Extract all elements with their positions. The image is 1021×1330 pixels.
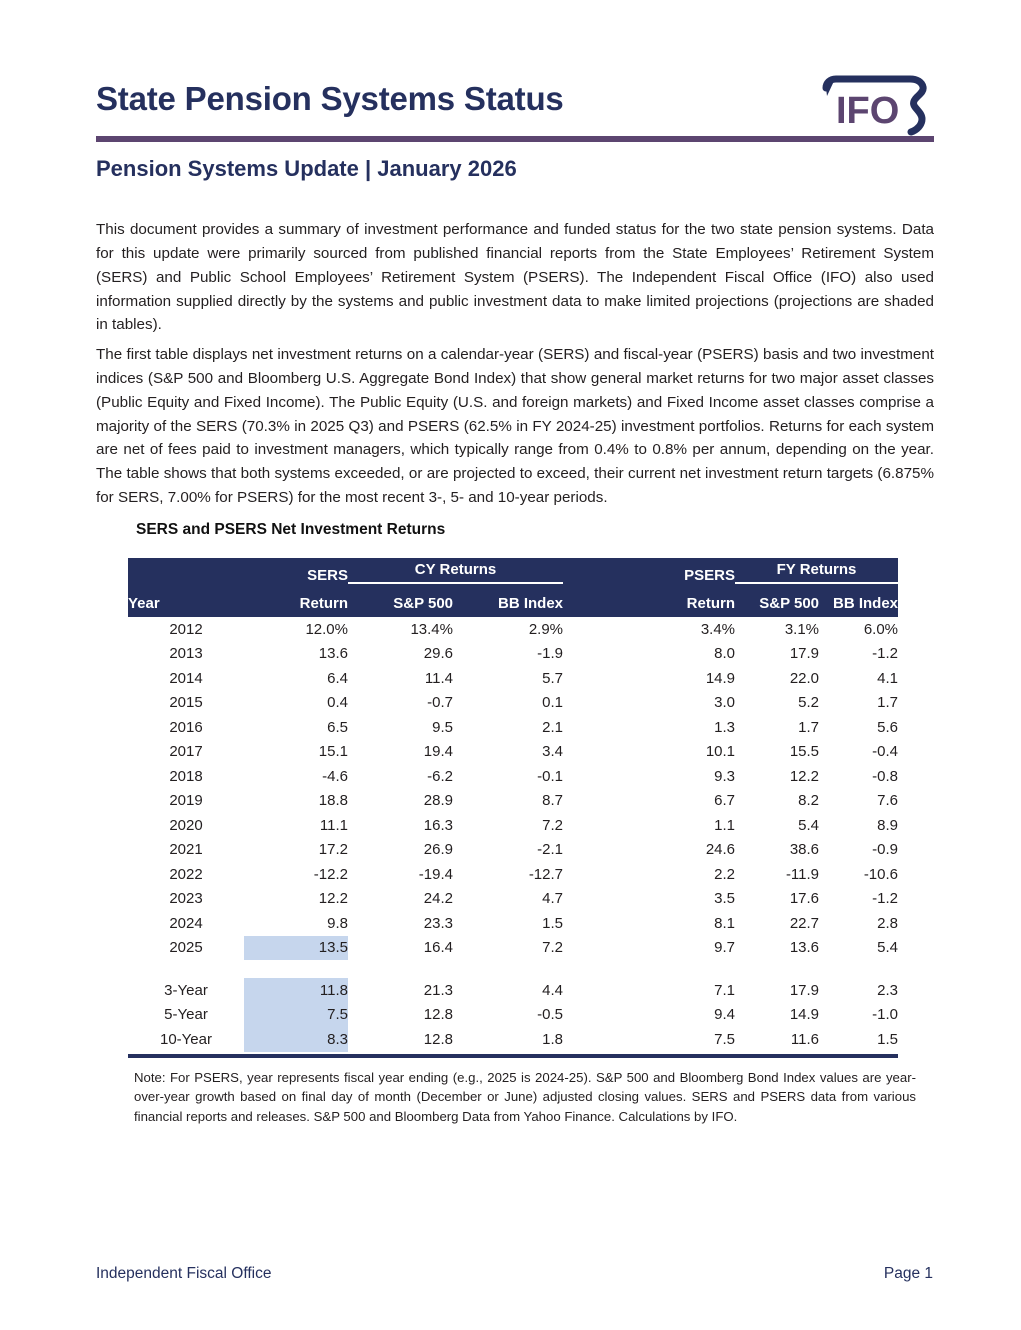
cell-fy-sp500: 15.5 [789, 743, 820, 761]
cell-year: 2020 [169, 816, 203, 834]
table-summary-row [128, 1003, 898, 1028]
cell-cy-bbindex: 4.4 [542, 981, 564, 999]
cell-sers-return: 13.5 [244, 936, 348, 961]
cell-sers-return: -12.2 [313, 865, 348, 883]
page-title: State Pension Systems Status [96, 80, 564, 117]
returns-table-wrapper [128, 558, 898, 1052]
table-row [128, 642, 898, 667]
cell-sers-return: 6.5 [327, 718, 348, 736]
cell-year: 2023 [169, 890, 203, 908]
cell-fy-bbindex: 8.9 [877, 816, 899, 834]
header-cy-sp500: S&P 500 [348, 586, 453, 617]
cell-fy-sp500: 1.7 [798, 718, 820, 736]
cell-psers-return: 1.1 [714, 816, 736, 834]
cell-gap [563, 887, 641, 912]
cell-fy-sp500: 17.9 [789, 981, 820, 999]
header-fy-returns [735, 558, 898, 586]
cell-gap [563, 838, 641, 863]
spacer-cell [563, 960, 641, 978]
cell-sers-return: 8.3 [244, 1027, 348, 1052]
cell-year: 2022 [169, 865, 203, 883]
cell-cy-sp500: 12.8 [423, 1030, 453, 1048]
footer-organization: Independent Fiscal Office [96, 1265, 272, 1282]
cell-psers-return: 14.9 [705, 669, 736, 687]
cell-psers-return: 9.3 [714, 767, 736, 785]
table-row [128, 838, 898, 863]
cell-fy-sp500: 11.6 [790, 1030, 820, 1048]
cell-sers-return: 9.8 [327, 914, 348, 932]
cell-sers-return: 17.2 [318, 841, 348, 859]
cell-cy-bbindex: 1.8 [542, 1030, 564, 1048]
table-header-row-top [128, 558, 898, 586]
cell-cy-bbindex: 7.2 [542, 816, 564, 834]
cell-fy-sp500: 22.7 [789, 914, 820, 932]
cell-gap [563, 936, 641, 961]
cell-cy-sp500: 19.4 [423, 743, 453, 761]
spacer-cell [819, 960, 898, 978]
cell-fy-bbindex: -0.9 [872, 841, 899, 859]
header-fy-returns-label: FY Returns [735, 561, 898, 584]
cell-fy-bbindex: 1.5 [877, 1030, 899, 1048]
cell-gap [563, 813, 641, 838]
table-header [128, 558, 898, 617]
spacer-cell [453, 960, 563, 978]
svg-text:IFO: IFO [836, 90, 900, 132]
cell-cy-sp500: 23.3 [423, 914, 453, 932]
cell-fy-bbindex: -0.4 [872, 743, 899, 761]
cell-year: 2018 [169, 767, 203, 785]
table-row [128, 691, 898, 716]
table-row [128, 911, 898, 936]
cell-fy-bbindex: -10.6 [863, 865, 899, 883]
cell-cy-sp500: 12.8 [423, 1006, 453, 1024]
cell-psers-return: 10.1 [705, 743, 736, 761]
cell-cy-sp500: 29.6 [423, 645, 453, 663]
cell-cy-bbindex: 2.9% [528, 620, 564, 638]
cell-cy-sp500: -6.2 [427, 767, 453, 785]
cell-psers-return: 6.7 [714, 792, 736, 810]
table-row [128, 617, 898, 642]
cell-gap [563, 617, 641, 642]
cell-cy-sp500: 28.9 [423, 792, 453, 810]
cell-fy-bbindex: 4.1 [877, 669, 899, 687]
cell-year: 2021 [169, 841, 203, 859]
cell-gap [563, 764, 641, 789]
cell-fy-sp500: 38.6 [789, 841, 820, 859]
cell-fy-sp500: 17.9 [789, 645, 820, 663]
cell-cy-bbindex: -1.9 [537, 645, 564, 663]
table-title: SERS and PSERS Net Investment Returns [136, 521, 446, 538]
cell-year: 2024 [169, 914, 203, 932]
table-note: Note: For PSERS, year represents fiscal year ending (e.g., 2025 is 2024-25). S&P 500 and Bloomberg Bond Index values are year-over-year growth based on final day of month (December or June) adjusted closing values. SERS and PSERS data from various financial reports and releases. S&P 500 and Bloomberg Data from Yahoo Finance. Calculations by IFO. [134, 1070, 916, 1124]
header-cy-bbindex: BB Index [453, 586, 563, 617]
cell-gap [563, 862, 641, 887]
table-summary-row [128, 978, 898, 1003]
cell-gap [563, 1027, 641, 1052]
table-body [128, 617, 898, 1052]
cell-cy-sp500: 9.5 [432, 718, 453, 736]
cell-cy-sp500: 16.4 [423, 939, 453, 957]
cell-fy-bbindex: 6.0% [863, 620, 899, 638]
cell-fy-bbindex: -1.2 [872, 645, 899, 663]
cell-cy-bbindex: 7.2 [542, 939, 564, 957]
cell-psers-return: 3.0 [714, 694, 736, 712]
cell-sers-return: 11.8 [244, 978, 348, 1003]
cell-year: 10-Year [160, 1030, 212, 1048]
cell-fy-sp500: 14.9 [789, 1006, 820, 1024]
cell-psers-return: 9.4 [714, 1006, 736, 1024]
cell-cy-bbindex: 5.7 [542, 669, 564, 687]
cell-fy-sp500: 8.2 [798, 792, 820, 810]
cell-fy-bbindex: -0.8 [872, 767, 899, 785]
header-psers-return: Return [641, 586, 735, 617]
cell-cy-bbindex: 1.5 [542, 914, 564, 932]
cell-psers-return: 7.5 [714, 1030, 736, 1048]
header-blank-2 [563, 558, 641, 586]
cell-fy-bbindex: 7.6 [877, 792, 899, 810]
cell-year: 2017 [169, 743, 203, 761]
cell-fy-sp500: 5.4 [798, 816, 820, 834]
cell-year: 2013 [169, 645, 203, 663]
cell-cy-bbindex: 2.1 [542, 718, 564, 736]
cell-fy-bbindex: 1.7 [877, 694, 899, 712]
cell-sers-return: 11.1 [319, 816, 348, 834]
cell-sers-return: 6.4 [327, 669, 348, 687]
spacer-cell [735, 960, 819, 978]
cell-psers-return: 2.2 [714, 865, 736, 883]
cell-psers-return: 1.3 [714, 718, 736, 736]
header-blank-1 [128, 558, 244, 586]
cell-fy-sp500: 22.0 [789, 669, 820, 687]
cell-sers-return: 15.1 [318, 743, 348, 761]
cell-fy-sp500: 13.6 [789, 939, 820, 957]
cell-psers-return: 24.6 [705, 841, 736, 859]
header-sers-return: Return [244, 586, 348, 617]
cell-cy-bbindex: -12.7 [528, 865, 564, 883]
cell-sers-return: 7.5 [244, 1003, 348, 1028]
cell-fy-sp500: 3.1% [784, 620, 820, 638]
table-header-row-bottom [128, 586, 898, 617]
cell-fy-bbindex: -1.0 [872, 1006, 899, 1024]
cell-sers-return: 12.0% [305, 620, 348, 638]
cell-year: 2014 [169, 669, 203, 687]
cell-cy-bbindex: -0.1 [537, 767, 564, 785]
cell-cy-sp500: 11.4 [424, 669, 453, 687]
cell-psers-return: 9.7 [714, 939, 736, 957]
cell-fy-bbindex: -1.2 [872, 890, 899, 908]
cell-fy-bbindex: 2.8 [877, 914, 899, 932]
table-row [128, 887, 898, 912]
table-summary-row [128, 1027, 898, 1052]
header-cy-returns-label: CY Returns [348, 561, 563, 584]
header-fy-sp500: S&P 500 [735, 586, 819, 617]
cell-gap [563, 789, 641, 814]
cell-cy-sp500: -0.7 [427, 694, 453, 712]
cell-cy-sp500: 13.4% [410, 620, 453, 638]
cell-fy-sp500: -11.9 [785, 865, 820, 883]
cell-gap [563, 642, 641, 667]
cell-gap [563, 911, 641, 936]
cell-fy-bbindex: 2.3 [877, 981, 899, 999]
cell-sers-return: 12.2 [318, 890, 348, 908]
table-row [128, 813, 898, 838]
cell-sers-return: 13.6 [318, 645, 348, 663]
cell-cy-bbindex: 4.7 [542, 890, 564, 908]
document-subtitle: Pension Systems Update | January 2026 [96, 156, 517, 181]
table-bottom-divider [128, 1054, 898, 1058]
table-row [128, 740, 898, 765]
cell-psers-return: 7.1 [714, 981, 736, 999]
ifo-logo [818, 70, 934, 140]
intro-paragraph: This document provides a summary of investment performance and funded status for the two state pension systems. Data for this update were primarily sourced from published financial reports from the State Employees’ Retirement System (SERS) and Public School Employees’ Retirement System (PSERS). The Independent Fiscal Office (IFO) also used information supplied directly by the systems and public investment data to make limited projections (projections are shaded in tables). [96, 221, 934, 334]
cell-gap [563, 978, 641, 1003]
header-fy-bbindex: BB Index [819, 586, 898, 617]
table-row [128, 764, 898, 789]
table-row [128, 666, 898, 691]
cell-year: 2019 [169, 792, 203, 810]
spacer-cell [348, 960, 453, 978]
cell-gap [563, 666, 641, 691]
cell-psers-return: 8.0 [714, 645, 736, 663]
cell-cy-bbindex: -0.5 [537, 1006, 564, 1024]
table-description-paragraph: The first table displays net investment returns on a calendar-year (SERS) and fiscal-year (PSERS) basis and two investment indices (S&P 500 and Bloomberg U.S. Aggregate Bond Index) that show general market returns for two major asset classes (Public Equity and Fixed Income). The Public Equity (U.S. and foreign markets) and Fixed Income asset classes comprise a majority of the SERS (70.3% in 2025 Q3) and PSERS (62.5% in FY 2024-25) investment portfolios. Returns for each system are net of fees paid to investment managers, which typically range from 0.4% to 0.8% per annum, depending on the year. The table shows that both systems exceeded, or are projected to exceed, their current net investment return targets (6.875% for SERS, 7.00% for PSERS) for the most recent 3-, 5- and 10-year periods. [96, 346, 934, 506]
table-spacer-row [128, 960, 898, 978]
cell-gap [563, 1003, 641, 1028]
cell-gap [563, 715, 641, 740]
cell-psers-return: 8.1 [714, 914, 736, 932]
cell-fy-bbindex: 5.4 [877, 939, 899, 957]
footer-page-number: Page 1 [883, 1265, 933, 1282]
cell-fy-sp500: 5.2 [798, 694, 820, 712]
cell-year: 5-Year [164, 1006, 208, 1024]
table-row [128, 789, 898, 814]
table-row [128, 936, 898, 961]
cell-year: 3-Year [164, 981, 208, 999]
cell-fy-sp500: 12.2 [789, 767, 820, 785]
table-row [128, 715, 898, 740]
header-year: Year [128, 586, 244, 617]
cell-cy-sp500: -19.4 [418, 865, 453, 883]
table-row [128, 862, 898, 887]
cell-cy-sp500: 26.9 [423, 841, 453, 859]
spacer-cell [244, 960, 348, 978]
cell-fy-bbindex: 5.6 [877, 718, 899, 736]
cell-year: 2015 [169, 694, 203, 712]
cell-sers-return: -4.6 [322, 767, 348, 785]
cell-sers-return: 0.4 [327, 694, 348, 712]
cell-fy-sp500: 17.6 [789, 890, 820, 908]
header-sers: SERS [244, 558, 348, 586]
spacer-cell [641, 960, 735, 978]
header-cy-returns [348, 558, 563, 586]
cell-cy-sp500: 16.3 [423, 816, 453, 834]
cell-sers-return: 18.8 [318, 792, 348, 810]
cell-gap [563, 740, 641, 765]
header-divider [96, 136, 934, 142]
cell-gap [563, 691, 641, 716]
header-psers: PSERS [641, 558, 735, 586]
cell-cy-sp500: 24.2 [423, 890, 453, 908]
cell-cy-bbindex: 0.1 [542, 694, 564, 712]
cell-cy-sp500: 21.3 [423, 981, 453, 999]
cell-cy-bbindex: -2.1 [537, 841, 564, 859]
returns-table [128, 558, 898, 1052]
cell-year: 2025 [169, 939, 203, 957]
cell-cy-bbindex: 8.7 [542, 792, 564, 810]
spacer-cell [128, 960, 244, 978]
header-blank-3 [563, 586, 641, 617]
cell-year: 2012 [169, 620, 203, 638]
cell-year: 2016 [169, 718, 203, 736]
cell-cy-bbindex: 3.4 [542, 743, 564, 761]
cell-psers-return: 3.5 [714, 890, 736, 908]
cell-psers-return: 3.4% [700, 620, 736, 638]
